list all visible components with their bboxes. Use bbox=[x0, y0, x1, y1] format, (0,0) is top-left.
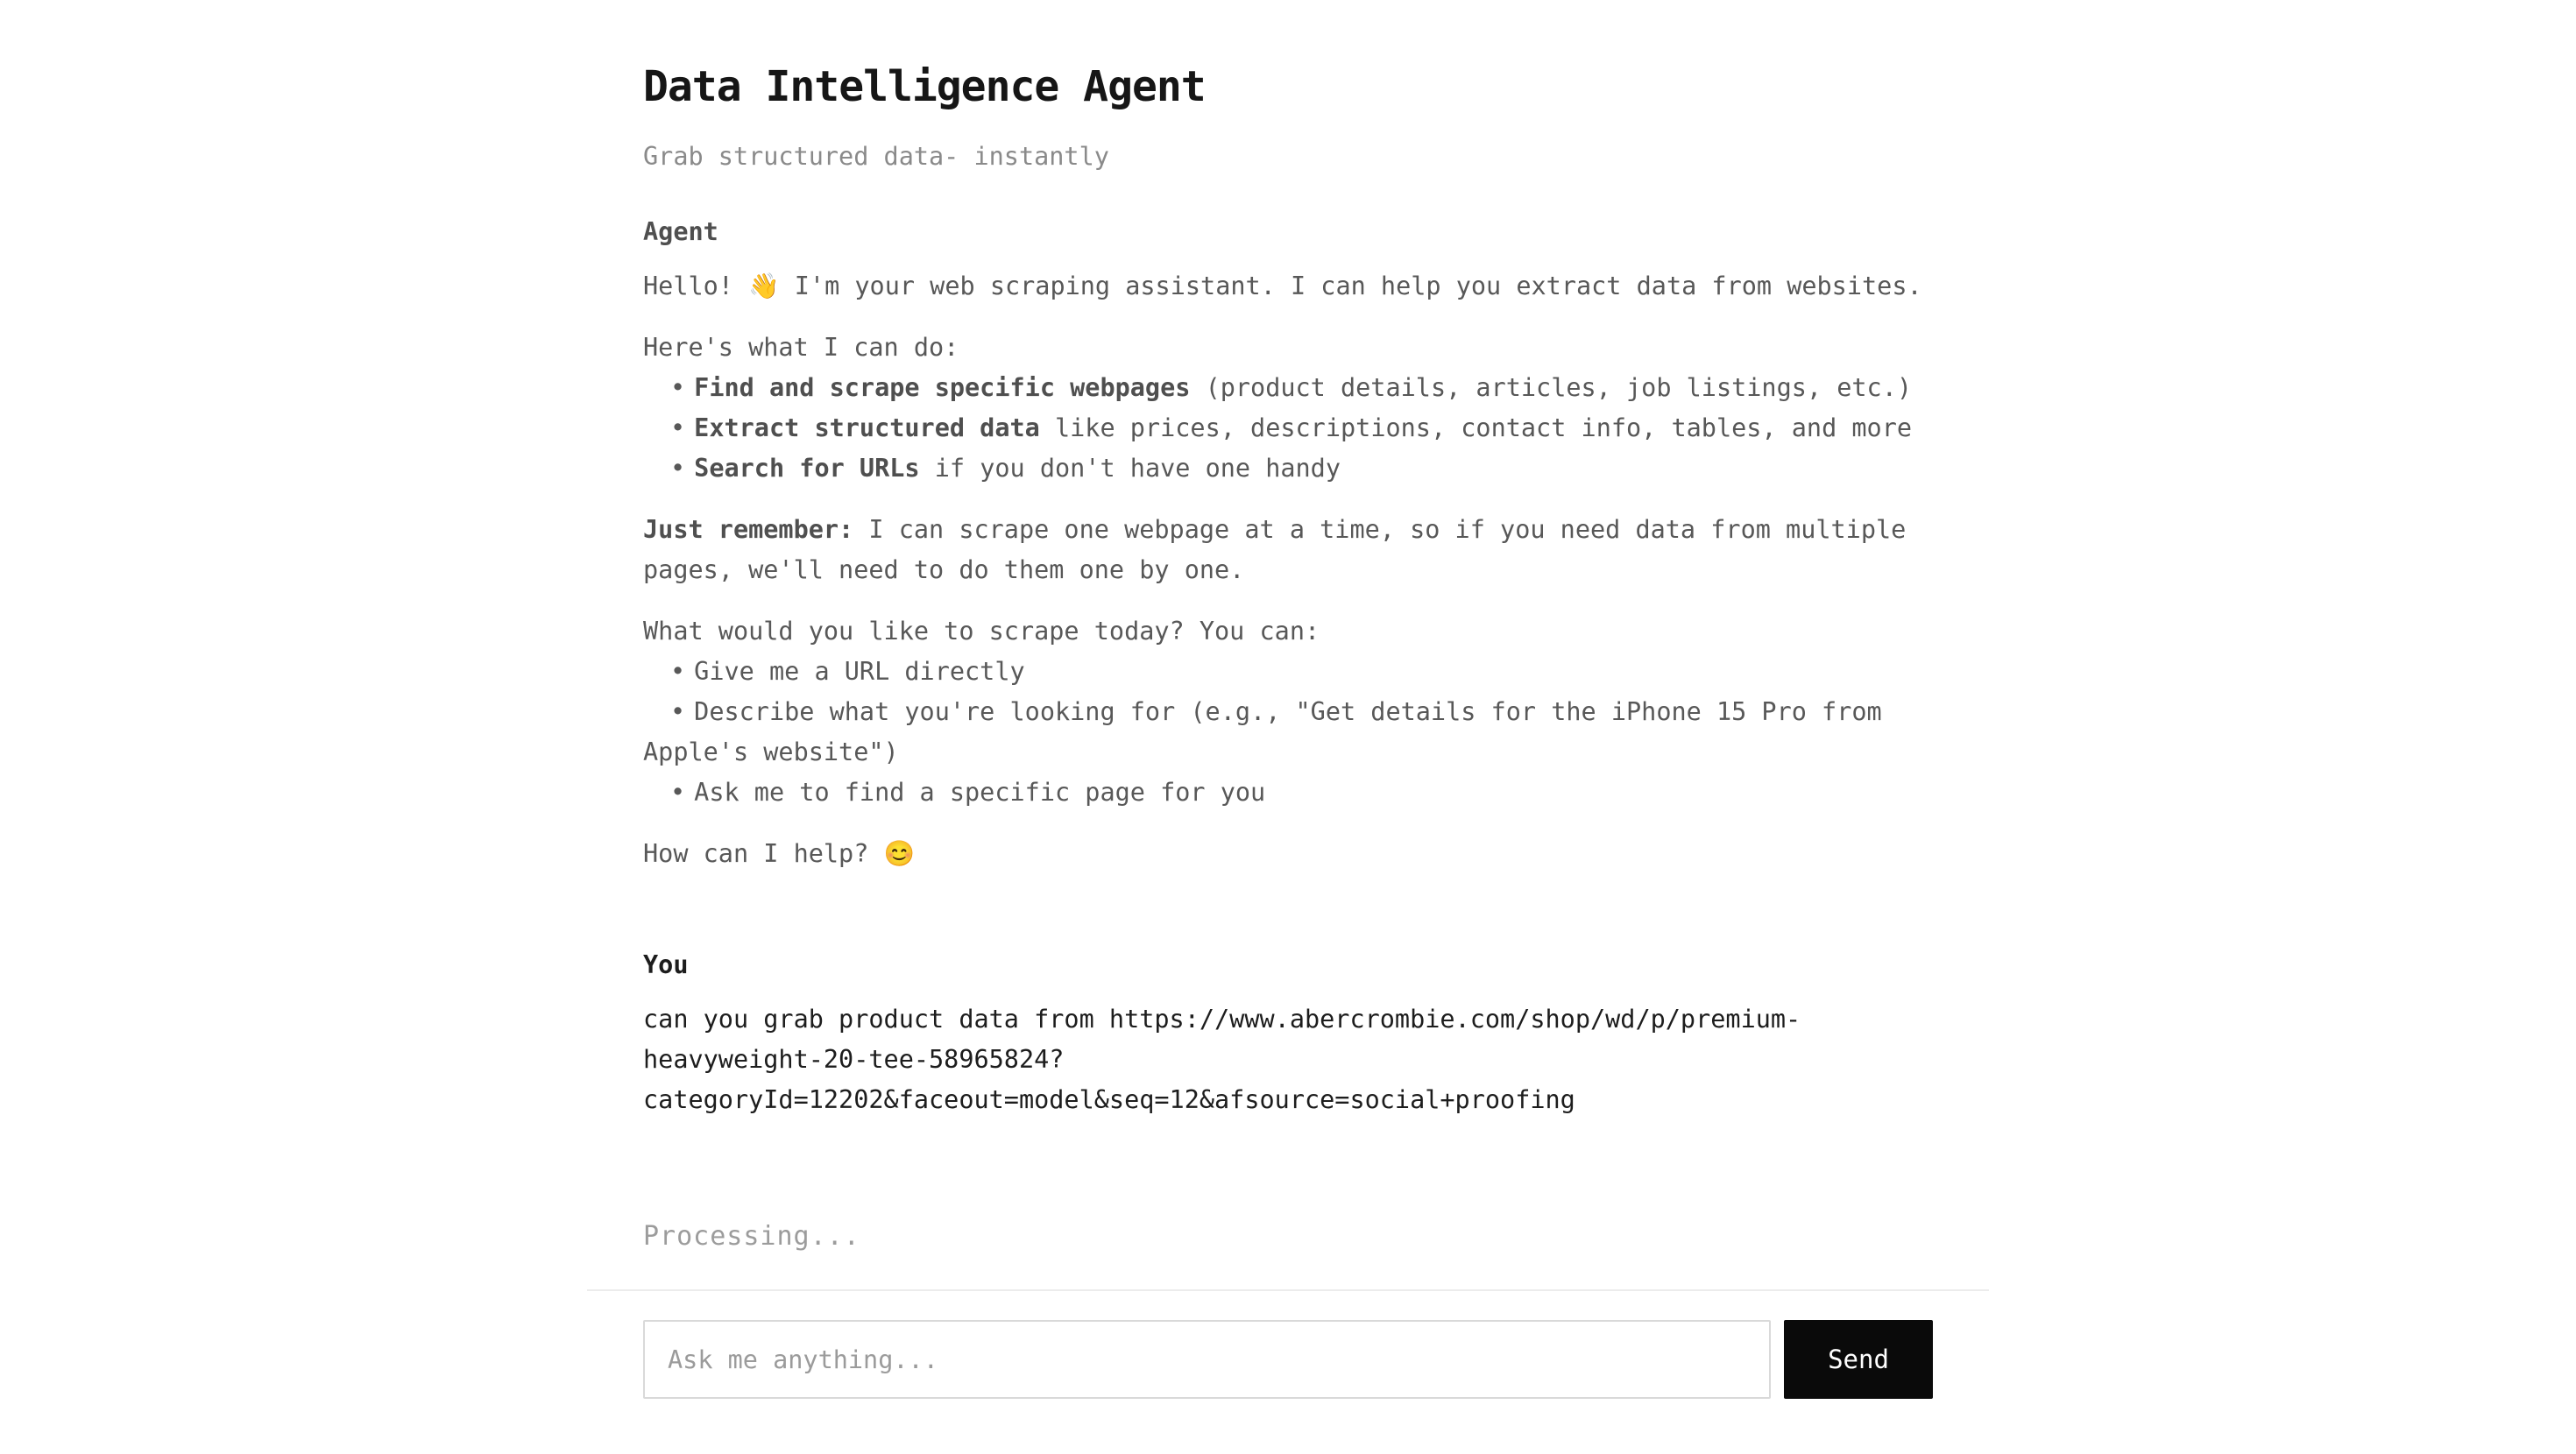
agent-message bbox=[643, 212, 1933, 874]
option-item bbox=[643, 652, 1933, 692]
composer-row bbox=[643, 1320, 1933, 1399]
capability-bold: Find and scrape specific webpages bbox=[694, 373, 1191, 402]
bullet-icon: • bbox=[670, 373, 686, 402]
reminder bbox=[643, 510, 1933, 590]
message-list bbox=[587, 212, 1989, 1257]
bullet-icon: • bbox=[670, 697, 686, 726]
capability-item bbox=[643, 448, 1933, 489]
agent-greeting: Hello! 👋 I'm your web scraping assistant. I can help you extract data from websites. bbox=[643, 272, 1922, 300]
capability-rest: (product details, articles, job listings, etc.) bbox=[1190, 373, 1913, 402]
capability-rest: like prices, descriptions, contact info, tables, and more bbox=[1039, 413, 1913, 442]
bullet-icon: • bbox=[670, 778, 686, 807]
options-block bbox=[643, 611, 1933, 813]
capability-bold: Search for URLs bbox=[694, 454, 920, 483]
reminder-rest: I can scrape one webpage at a time, so if you need data from multiple pages, we'll need to do them one by one. bbox=[643, 515, 1907, 584]
bullet-icon: • bbox=[670, 657, 686, 686]
capability-rest: if you don't have one handy bbox=[919, 454, 1341, 483]
page-header bbox=[587, 61, 1989, 177]
user-message bbox=[643, 945, 1933, 1120]
send-button[interactable]: Send bbox=[1784, 1320, 1933, 1399]
options-intro: What would you like to scrape today? You can: bbox=[643, 617, 1320, 646]
option-item bbox=[643, 692, 1933, 773]
agent-closing: How can I help? 😊 bbox=[643, 839, 916, 868]
capability-item bbox=[643, 408, 1933, 448]
chat-page bbox=[587, 0, 1989, 1399]
option-text: Give me a URL directly bbox=[694, 657, 1025, 686]
option-text: Describe what you're looking for (e.g., "Get details for the iPhone 15 Pro from Apple's website") bbox=[643, 697, 1882, 766]
processing-status: Processing... bbox=[643, 1221, 860, 1252]
agent-message-body bbox=[643, 266, 1933, 874]
page-subtitle: Grab structured data- instantly bbox=[643, 142, 1109, 171]
option-text: Ask me to find a specific page for you bbox=[694, 778, 1266, 807]
bullet-icon: • bbox=[670, 454, 686, 483]
bullet-icon: • bbox=[670, 413, 686, 442]
composer bbox=[587, 1289, 1989, 1399]
agent-label: Agent bbox=[643, 217, 718, 246]
page-title: Data Intelligence Agent bbox=[643, 62, 1206, 111]
user-message-text: can you grab product data from https://www.abercrombie.com/shop/wd/p/premium-heavyweight-20-tee-58965824?categoryId=12202&faceout=model&seq=12&afsource=social+proofing bbox=[643, 1005, 1801, 1114]
message-input[interactable] bbox=[643, 1320, 1771, 1399]
option-item bbox=[643, 773, 1933, 813]
capabilities-intro: Here's what I can do: bbox=[643, 333, 959, 362]
reminder-bold: Just remember: bbox=[643, 515, 854, 544]
capability-bold: Extract structured data bbox=[694, 413, 1040, 442]
capabilities-block bbox=[643, 328, 1933, 489]
user-label: You bbox=[643, 950, 689, 979]
capability-item bbox=[643, 368, 1933, 408]
